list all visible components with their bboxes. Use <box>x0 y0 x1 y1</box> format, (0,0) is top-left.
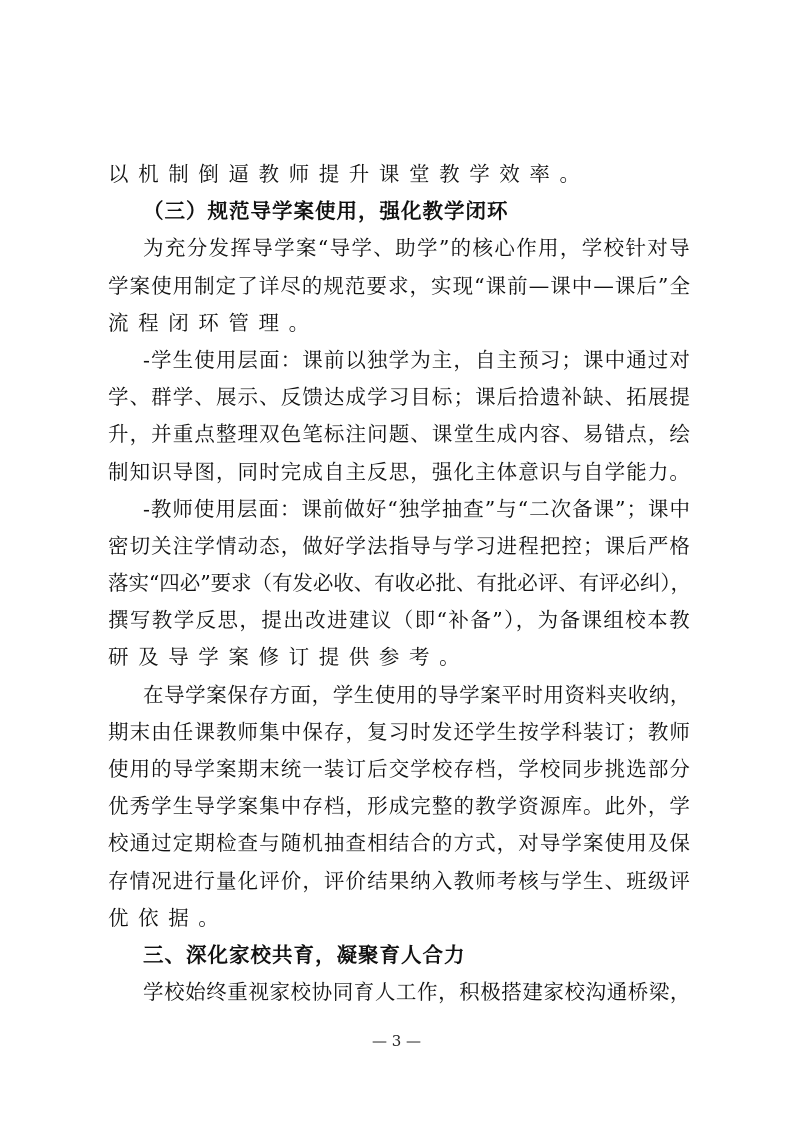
paragraph-line: 学、群学、展示、反馈达成学习目标；课后拾遗补缺、拓展提 <box>108 385 691 410</box>
paragraph-line: 优依据。 <box>108 905 229 930</box>
paragraph-line: 在导学案保存方面，学生使用的导学案平时用资料夹收纳， <box>143 682 691 707</box>
paragraph-line: 期末由任课教师集中保存，复习时发还学生按学科装订；教师 <box>108 719 691 744</box>
paragraph-line: 撰写教学反思，提出改进建议（即“补备”），为备课组校本教 <box>108 608 691 633</box>
page-number: — 3 — <box>371 1032 422 1050</box>
paragraph-line: 学案使用制定了详尽的规范要求，实现“课前—课中—课后”全 <box>108 273 691 298</box>
paragraph-line: 校通过定期检查与随机抽查相结合的方式，对导学案使用及保 <box>108 831 691 856</box>
paragraph-line: 使用的导学案期末统一装订后交学校存档，学校同步挑选部分 <box>108 757 691 781</box>
paragraph-line: -学生使用层面：课前以独学为主，自主预习；课中通过对 <box>143 347 691 372</box>
document-body <box>108 156 692 1011</box>
paragraph-line: 流程闭环管理。 <box>108 310 319 335</box>
paragraph-line: 密切关注学情动态，做好学法指导与学习进程把控；课后严格 <box>108 533 691 558</box>
paragraph-line: 制知识导图，同时完成自主反思，强化主体意识与自学能力。 <box>108 459 691 484</box>
paragraph-line: 存情况进行量化评价，评价结果纳入教师考核与学生、班级评 <box>108 868 691 893</box>
section-heading: （三）规范导学案使用，强化教学闭环 <box>143 199 509 224</box>
paragraph-line: -教师使用层面：课前做好“独学抽查”与“二次备课”；课中 <box>143 496 691 521</box>
paragraph-line: 落实“四必”要求（有发必收、有收必批、有批必评、有评必纠）， <box>108 571 691 596</box>
paragraph-line: 优秀学生导学案集中存档，形成完整的教学资源库。此外，学 <box>108 794 691 819</box>
paragraph-line: 以机制倒逼教师提升课堂教学效率。 <box>108 162 590 186</box>
section-heading: 三、深化家校共育，凝聚育人合力 <box>143 942 466 967</box>
paragraph-line: 为充分发挥导学案“导学、助学”的核心作用，学校针对导 <box>143 236 691 261</box>
paragraph-line: 学校始终重视家校协同育人工作，积极搭建家校沟通桥梁， <box>143 980 691 1005</box>
paragraph-line: 升，并重点整理双色笔标注问题、课堂生成内容、易错点，绘 <box>108 422 691 447</box>
paragraph-line: 研及导学案修订提供参考。 <box>108 645 470 670</box>
